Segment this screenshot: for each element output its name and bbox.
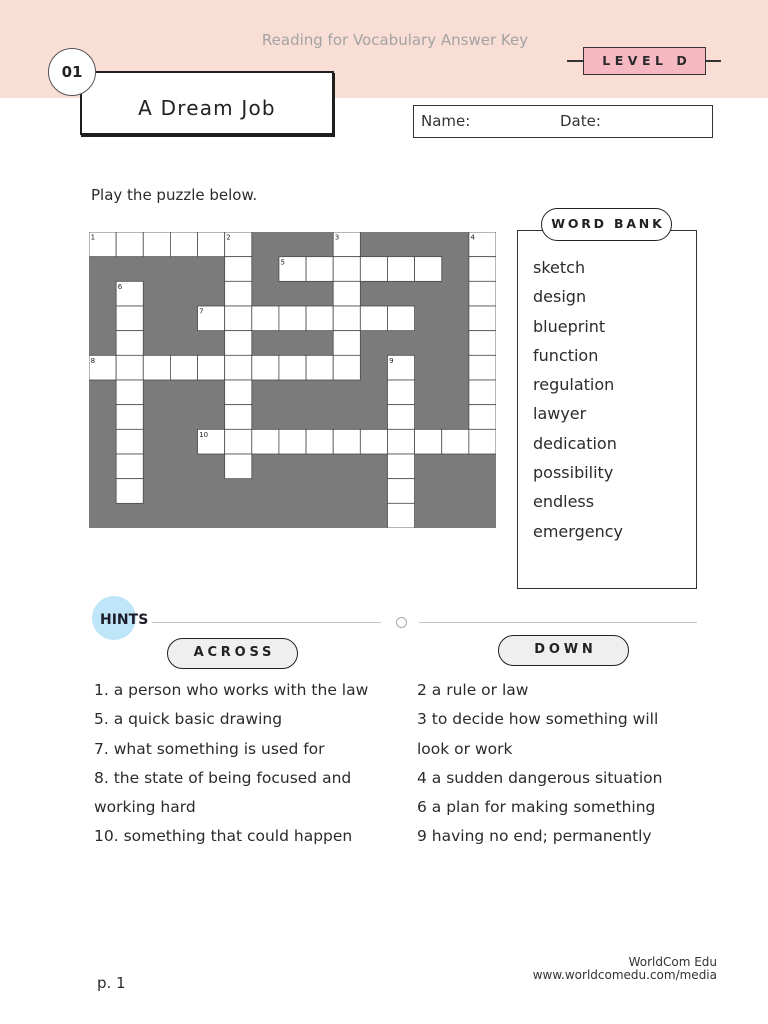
clue-number: 6 xyxy=(117,282,123,291)
crossword-cell xyxy=(170,232,197,257)
crossword-cell xyxy=(252,429,279,454)
crossword-cell xyxy=(415,429,442,454)
crossword-cell xyxy=(279,306,306,331)
across-clue: 5. a quick basic drawing xyxy=(94,710,283,729)
word-bank-item: possibility xyxy=(533,463,614,483)
crossword-cell xyxy=(116,331,143,356)
date-field-label: Date: xyxy=(560,112,601,130)
footer-credits xyxy=(533,956,717,982)
crossword-cell xyxy=(279,429,306,454)
crossword-cell xyxy=(387,306,414,331)
word-bank-item: sketch xyxy=(533,258,586,277)
crossword-cell xyxy=(360,257,387,282)
crossword-cell xyxy=(469,355,496,380)
crossword-cell xyxy=(333,355,360,380)
crossword-cell xyxy=(387,380,414,405)
crossword-cell xyxy=(116,380,143,405)
crossword-cell xyxy=(198,232,225,257)
down-clue: 2 a rule or law xyxy=(417,681,529,699)
divider-line-right xyxy=(419,622,697,623)
crossword-cell xyxy=(333,257,360,282)
crossword-cell xyxy=(469,257,496,282)
clue-number: 3 xyxy=(334,233,340,242)
hints-label: HINTS xyxy=(100,612,149,628)
crossword-cell xyxy=(116,429,143,454)
across-clue: 7. what something is used for xyxy=(94,739,325,758)
word-bank-list xyxy=(533,253,623,546)
crossword-cell xyxy=(116,405,143,430)
crossword-cell xyxy=(279,355,306,380)
level-badge: LEVEL D xyxy=(583,47,706,75)
crossword-cell xyxy=(225,331,252,356)
crossword-cell xyxy=(306,306,333,331)
crossword-cell xyxy=(116,479,143,504)
divider-line-left xyxy=(152,622,381,623)
crossword-cell xyxy=(306,355,333,380)
divider-circle xyxy=(396,617,407,628)
name-date-box xyxy=(413,105,713,138)
crossword-grid xyxy=(89,232,496,528)
crossword-cell xyxy=(116,306,143,331)
crossword-cell xyxy=(387,429,414,454)
worksheet-subtitle: Reading for Vocabulary Answer Key xyxy=(261,31,529,49)
crossword-cell xyxy=(415,257,442,282)
word-bank-item: design xyxy=(533,287,587,307)
instructions: Play the puzzle below. xyxy=(91,186,258,204)
clue-number: 10 xyxy=(199,430,209,439)
word-bank-item: lawyer xyxy=(533,404,587,424)
crossword-cell xyxy=(469,281,496,306)
word-bank-title: WORD BANK xyxy=(541,208,672,241)
crossword-cell xyxy=(143,355,170,380)
across-clue: 10. something that could happen xyxy=(94,827,353,846)
clue-number: 2 xyxy=(226,233,231,242)
crossword-cell xyxy=(387,257,414,282)
crossword-cell xyxy=(469,306,496,331)
publisher-name: WorldCom Edu xyxy=(628,954,717,969)
name-field-label: Name: xyxy=(421,112,471,130)
crossword-cell xyxy=(225,405,252,430)
crossword-cell xyxy=(333,331,360,356)
page-number: p. 1 xyxy=(97,974,126,992)
crossword-cell xyxy=(469,331,496,356)
crossword-cell xyxy=(306,257,333,282)
crossword-cell xyxy=(143,232,170,257)
down-clue: 3 to decide how something will look or work xyxy=(417,710,659,758)
lesson-title: A Dream Job xyxy=(80,71,334,135)
clue-number: 8 xyxy=(90,356,96,365)
crossword-cell xyxy=(360,306,387,331)
crossword-cell xyxy=(225,281,252,306)
crossword-cell xyxy=(116,454,143,479)
word-bank-item: regulation xyxy=(533,375,615,395)
crossword-cell xyxy=(333,306,360,331)
across-heading: ACROSS xyxy=(167,638,298,669)
lesson-number-badge: 01 xyxy=(48,48,96,96)
crossword-cell xyxy=(225,380,252,405)
clue-number: 4 xyxy=(470,233,475,242)
publisher-url: www.worldcomedu.com/media xyxy=(532,967,717,982)
crossword-cell xyxy=(225,257,252,282)
crossword-cell xyxy=(469,405,496,430)
crossword-cell xyxy=(116,355,143,380)
clue-number: 7 xyxy=(199,307,204,316)
down-clue: 6 a plan for making something xyxy=(417,798,656,817)
crossword-cell xyxy=(225,355,252,380)
crossword-cell xyxy=(469,380,496,405)
clue-number: 5 xyxy=(280,258,285,267)
down-clue: 9 having no end; permanently xyxy=(417,827,652,846)
word-bank-item: function xyxy=(533,345,599,365)
word-bank-item: emergency xyxy=(533,521,623,541)
crossword-cell xyxy=(442,429,469,454)
across-clue: 1. a person who works with the law xyxy=(94,681,369,699)
word-bank-item: endless xyxy=(533,492,595,512)
crossword-cell xyxy=(387,479,414,504)
across-clues xyxy=(94,676,384,852)
crossword-cell xyxy=(170,355,197,380)
crossword-cell xyxy=(116,232,143,257)
crossword-cell xyxy=(387,405,414,430)
crossword-cell xyxy=(225,429,252,454)
crossword-svg xyxy=(89,232,496,528)
down-heading: DOWN xyxy=(498,635,629,666)
crossword-cell xyxy=(333,281,360,306)
crossword-cell xyxy=(225,454,252,479)
down-clues xyxy=(417,676,679,852)
clue-number: 1 xyxy=(90,233,96,242)
down-clue: 4 a sudden dangerous situation xyxy=(417,768,663,787)
crossword-cell xyxy=(387,503,414,528)
crossword-cell xyxy=(387,454,414,479)
crossword-cell xyxy=(333,429,360,454)
crossword-cell xyxy=(469,429,496,454)
word-bank-item: blueprint xyxy=(533,316,606,336)
across-clue: 8. the state of being focused and working hard xyxy=(94,768,352,817)
crossword-cell xyxy=(306,429,333,454)
crossword-cell xyxy=(252,306,279,331)
clue-number: 9 xyxy=(389,356,394,365)
crossword-cell xyxy=(225,306,252,331)
crossword-cell xyxy=(198,355,225,380)
crossword-cell xyxy=(360,429,387,454)
word-bank-item: dedication xyxy=(533,433,617,453)
crossword-cell xyxy=(252,355,279,380)
